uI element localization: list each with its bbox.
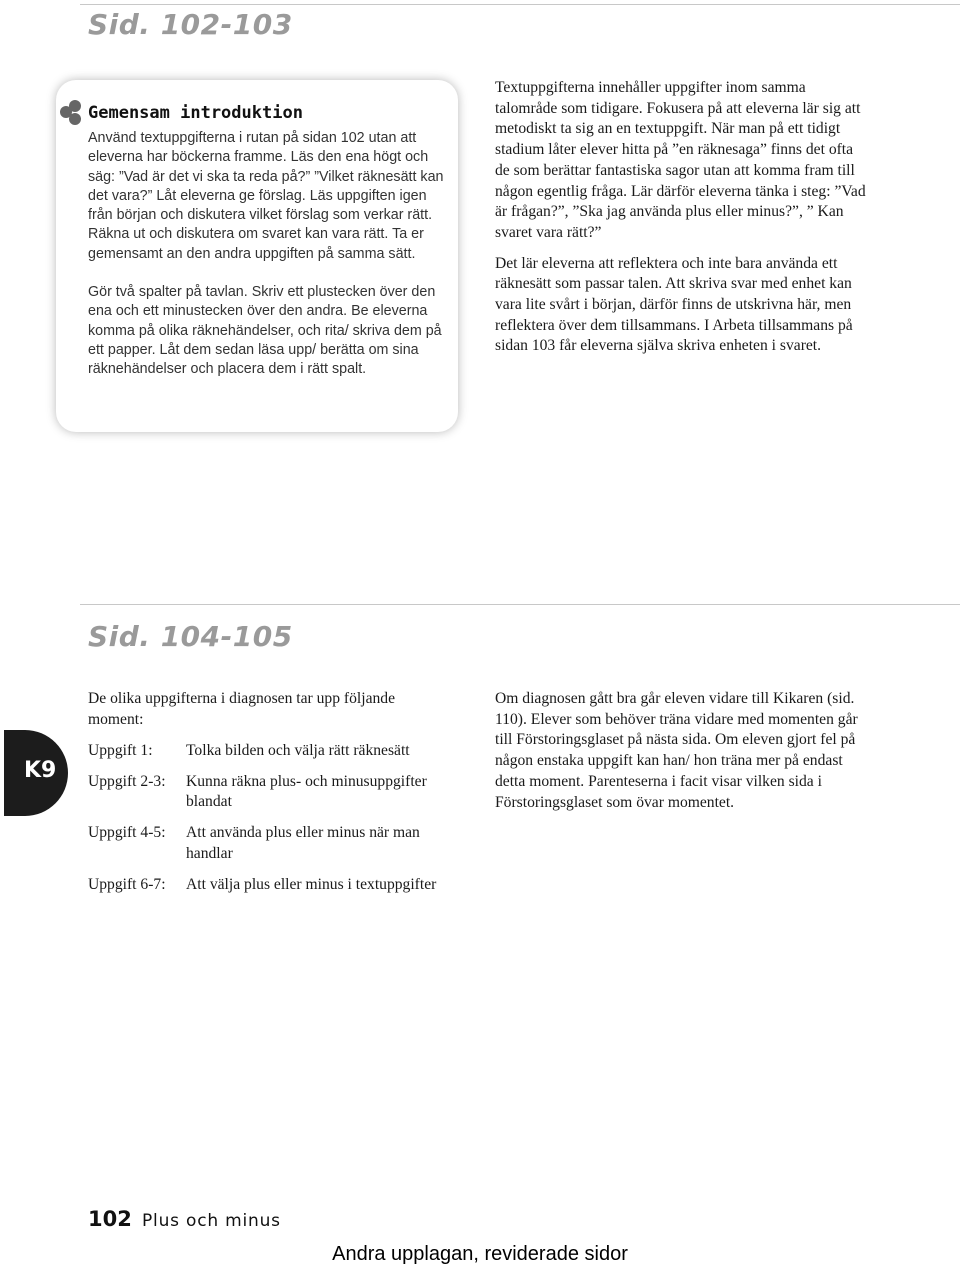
top-rule [80, 4, 960, 5]
intro-box-title: Gemensam introduktion [88, 103, 303, 123]
section-heading-2: Sid. 104-105 [88, 620, 293, 653]
section-rule [80, 604, 960, 605]
bullet-dots-icon [60, 100, 88, 130]
intro-box-body [88, 129, 452, 380]
task-description: Att välja plus eller minus i textuppgifter [186, 875, 437, 893]
intro-paragraph: Använd textuppgifterna i rutan på sidan 102 utan att eleverna har böckerna framme. Läs den ena högt och säg: ”Vad är det vi ska ta reda på?” ”Vilket räknesätt kan det vara?” Låt eleverna ge förslag. Läs uppgiften igen från början och diskutera vilket förslag som verkar rätt. Räkna ut och diskutera om svaret kan vara rätt. Ta er gemensamt an den andra uppgiften på samma sätt. [88, 130, 444, 262]
diagnosis-intro: De olika uppgifterna i diagnosen tar upp följande moment: [88, 690, 396, 728]
body-paragraph: Textuppgifterna innehåller uppgifter inom samma talområde som tidigare. Fokusera på att eleverna lär sig att metodiskt ta sig an en textuppgift. När man på ett tidigt stadium låter elever hitta på ”en räknesaga” finns det ofta de som berättar fantastiska sagor utan att komma fram till någon egentlig fråga. Lär därför eleverna tänka i steg: ”Vad är frågan?”, ”Ska jag använda plus eller minus?”, ” Kan svaret vara rätt?” [495, 79, 866, 241]
task-row [88, 772, 468, 813]
task-row [88, 741, 468, 762]
book-title: Plus och minus [142, 1211, 281, 1231]
edition-note: Andra upplagan, reviderade sidor [332, 1243, 628, 1265]
task-label: Uppgift 1: [88, 742, 153, 759]
chapter-tab [4, 730, 68, 816]
task-list [88, 741, 468, 905]
task-label: Uppgift 6-7: [88, 875, 166, 893]
body-paragraph: Det lär eleverna att reflektera och inte bara använda ett räknesätt som passar talen. Att skriva svar med enhet kan vara lite svårt i början, därför finns de utskrivna här, men reflektera över dem tillsammans. I Arbeta tillsammans på sidan 103 får eleverna själva skriva enheten i svaret. [495, 254, 853, 355]
section1-right-column [495, 78, 871, 357]
intro-paragraph: Gör två spalter på tavlan. Skriv ett plustecken över den ena och ett minustecken över den andra. Be eleverna komma på olika räknehändelser, och rita/ skriva dem på ett papper. Låt dem sedan läsa upp/ berätta om sina räknehändelser och placera dem i rätt spalt. [88, 284, 442, 378]
diagnosis-followup: Om diagnosen gått bra går eleven vidare till Kikaren (sid. 110). Elever som behöver träna vidare med momenten går till Förstoringsglaset på nästa sida. Om eleven gjort fel på någon enstaka uppgift kan han/ hon träna mer på endast detta moment. Parenteserna i facit visar vilken sida i Förstoringsglaset som övar momentet. [495, 690, 858, 811]
page-number: 102 [88, 1207, 132, 1231]
chapter-tab-label: K9 [24, 758, 57, 783]
task-description: Tolka bilden och välja rätt räknesätt [186, 742, 410, 759]
task-row [88, 875, 468, 896]
task-description: Att använda plus eller minus när man handlar [186, 824, 420, 862]
task-row [88, 823, 468, 864]
task-label: Uppgift 4-5: [88, 824, 166, 842]
task-label: Uppgift 2-3: [88, 772, 166, 790]
section-heading-1: Sid. 102-103 [88, 8, 293, 41]
task-description: Kunna räkna plus- och minusuppgifter blandat [186, 772, 427, 811]
